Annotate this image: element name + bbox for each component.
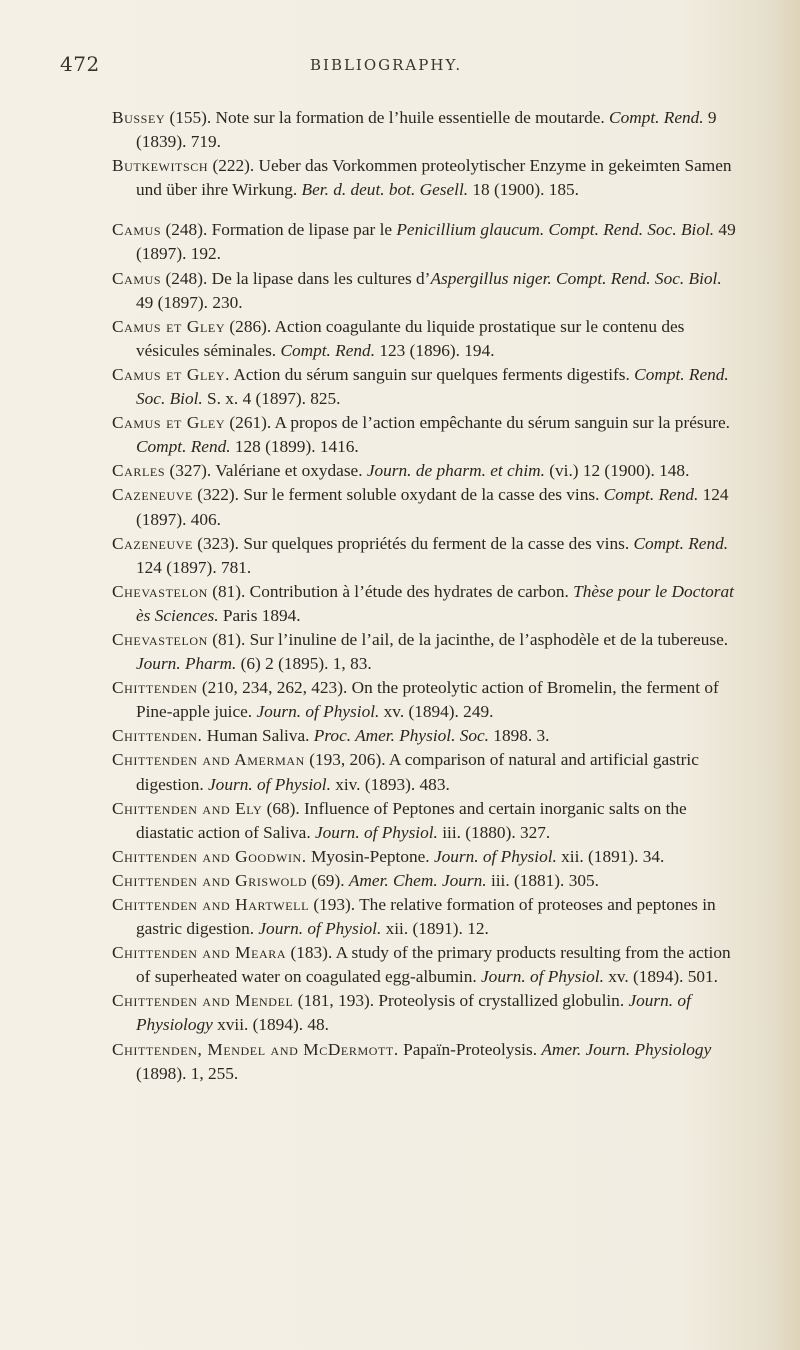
entry-text: Valériane et oxydase. — [211, 461, 367, 481]
entry-tail: (6) 2 (1895). 1, 83. — [236, 654, 372, 674]
entry-text: Ueber das Vorkommen proteolytischer Enzyme in gekeimten Samen und über ihre Wirkung. — [136, 156, 732, 200]
entry-journal: Compt. Rend. Soc. Biol. — [136, 364, 729, 409]
entry-text: The relative formation of proteoses and peptones in gastric digestion. — [136, 895, 716, 939]
page-header — [60, 52, 750, 82]
bibliography-entry — [112, 893, 742, 941]
entry-author: Chittenden — [112, 678, 198, 698]
entry-ref: (69). — [307, 870, 345, 890]
entry-tail: 128 (1899). 1416. — [230, 437, 359, 457]
entry-tail: xv. (1894). 501. — [603, 967, 718, 987]
entry-tail: Paris 1894. — [218, 605, 301, 625]
entry-text: Note sur la formation de l’huile essentielle de moutarde. — [211, 108, 610, 127]
entry-tail: S. x. 4 (1897). 825. — [202, 389, 341, 409]
entry-text: On the proteolytic action of Bromelin, the ferment of Pine-apple juice. — [136, 678, 719, 722]
bibliography-entry — [112, 797, 742, 845]
entry-journal: Penicillium glaucum. Compt. Rend. Soc. Biol. — [396, 220, 715, 240]
entry-journal: Journ. of Physiol. — [433, 846, 557, 866]
entry-ref: (193). — [309, 895, 356, 914]
entry-ref: (261). — [225, 413, 272, 433]
entry-journal: Journ. of Physiol. — [481, 967, 604, 987]
bibliography-entry — [112, 483, 742, 531]
entry-tail: 49 (1897). 192. — [136, 220, 736, 264]
entry-tail: xv. (1894). 249. — [379, 702, 494, 722]
bibliography-entry — [112, 532, 742, 580]
entry-ref: (81). — [207, 629, 246, 649]
entry-journal: Journ. of Physiology — [136, 991, 691, 1035]
bibliography-entry — [112, 676, 742, 724]
entry-tail: 9 (1839). 719. — [136, 108, 717, 152]
page-number: 472 — [60, 52, 100, 76]
entry-tail: 49 (1897). 230. — [136, 292, 243, 312]
entry-text: Human Saliva. — [202, 726, 314, 746]
entry-text: A propos de l’action empêchante du sérum sanguin sur la présure. — [271, 413, 730, 433]
entry-journal: Journ. of Physiol. — [256, 702, 380, 722]
entry-ref: (81). — [207, 581, 246, 601]
entry-tail: (1898). 1, 255. — [136, 1063, 239, 1083]
entry-ref: (323). — [192, 533, 239, 553]
entry-ref: (155). — [165, 108, 212, 127]
entry-journal: Journ. de pharm. et chim. — [366, 461, 545, 481]
entry-author: Camus — [112, 220, 162, 240]
entry-author: Camus — [112, 268, 162, 288]
entry-journal: Compt. Rend. — [136, 437, 231, 457]
entry-author: Butkewitsch — [112, 156, 209, 176]
entry-author: Chittenden and Goodwin. — [112, 846, 307, 866]
entry-author: Chittenden and Ely — [112, 798, 263, 818]
bibliography-entry — [112, 628, 742, 676]
entry-journal: Journ. of Physiol. — [208, 774, 331, 794]
entry-tail: xiv. (1893). 483. — [330, 774, 450, 794]
entry-text: Sur l’inuline de l’ail, de la jacinthe, de l’asphodèle et de la tubereuse. — [245, 629, 729, 649]
entry-journal: Journ. of Physiol. — [315, 822, 438, 842]
entry-tail: 123 (1896). 194. — [375, 340, 495, 360]
entry-author: Cazeneuve — [112, 533, 193, 553]
bibliography-entry — [112, 748, 742, 796]
entry-tail: 124 (1897). 406. — [136, 485, 729, 529]
entry-journal: Compt. Rend. — [633, 533, 729, 553]
entry-journal: Aspergillus niger. Compt. Rend. Soc. Biol. — [430, 268, 722, 288]
entry-author: Camus et Gley. — [112, 364, 231, 384]
bibliography-entry — [112, 845, 742, 869]
bibliography-entry — [112, 154, 742, 202]
entry-journal: Journ. of Physiol. — [258, 919, 382, 939]
entry-tail: xii. (1891). 12. — [381, 919, 489, 939]
bibliography-entry — [112, 1038, 742, 1086]
entry-ref: (210, 234, 262, 423). — [197, 678, 348, 698]
entry-author: Chittenden and Griswold — [112, 870, 308, 890]
entry-text: A study of the primary products resulting from the action of superheated water on coagulated egg-albumin. — [136, 943, 731, 987]
bibliography-entry — [112, 106, 742, 154]
entry-ref: (222). — [208, 156, 255, 176]
entry-tail: 1898. 3. — [488, 726, 550, 746]
entry-author: Camus et Gley — [112, 413, 226, 433]
entry-journal: Amer. Chem. Journ. — [348, 870, 487, 890]
entry-ref: (327). — [165, 461, 212, 481]
entry-journal: Compt. Rend. — [280, 340, 376, 360]
bibliography-entry — [112, 363, 742, 411]
entry-author: Carles — [112, 461, 166, 481]
entry-author: Chittenden and Amerman — [112, 750, 305, 770]
entry-text: Sur quelques propriétés du ferment de la casse des vins. — [239, 533, 634, 553]
entry-ref: (193, 206). — [304, 750, 386, 770]
bibliography-entry — [112, 989, 742, 1037]
entry-tail: xii. (1891). 34. — [556, 846, 665, 866]
entry-text: Influence of Peptones and certain inorganic salts on the diastatic action of Saliva. — [136, 798, 687, 842]
entry-text: Myosin-Peptone. — [306, 846, 434, 866]
entry-tail: (vi.) 12 (1900). 148. — [544, 461, 690, 481]
entry-text: Action du sérum sanguin sur quelques ferments digestifs. — [230, 364, 635, 384]
entry-text: A comparison of natural and artificial gastric digestion. — [136, 750, 699, 794]
entry-journal: Proc. Amer. Physiol. Soc. — [313, 726, 489, 746]
entry-ref: (181, 193). — [293, 991, 375, 1011]
entry-author: Camus et Gley — [112, 316, 226, 336]
bibliography-entry — [112, 267, 742, 315]
entry-author: Chittenden and Hartwell — [112, 895, 310, 914]
entry-journal: Compt. Rend. — [609, 108, 704, 127]
bibliography-entry — [112, 869, 742, 893]
entry-author: Chevastelon — [112, 581, 208, 601]
entry-ref: (248). — [161, 220, 208, 240]
entry-author: Chittenden. — [112, 726, 203, 746]
bibliography-entry — [112, 941, 742, 989]
bibliography-list — [112, 106, 742, 1086]
entry-text: Action coagulante du liquide prostatique sur le contenu des vésicules séminales. — [136, 316, 685, 360]
entry-text: De la lipase dans les cultures d’ — [207, 268, 431, 288]
entry-journal: Amer. Journ. Physiology — [541, 1039, 712, 1059]
entry-ref: (322). — [192, 485, 239, 505]
entry-tail: 124 (1897). 781. — [136, 557, 252, 577]
bibliography-entry — [112, 724, 742, 748]
entry-author: Bussey — [112, 108, 166, 127]
entry-author: Chittenden, Mendel and McDermott. — [112, 1039, 399, 1059]
running-title: BIBLIOGRAPHY. — [310, 56, 463, 74]
entry-text: Sur le ferment soluble oxydant de la casse des vins. — [239, 485, 604, 505]
entry-journal: Thèse pour le Doctorat ès Sciences. — [136, 581, 734, 625]
entry-author: Cazeneuve — [112, 485, 193, 505]
entry-journal: Ber. d. deut. bot. Gesell. — [301, 180, 469, 200]
entry-author: Chittenden and Mendel — [112, 991, 294, 1011]
entry-ref: (286). — [225, 316, 272, 336]
entry-text: Contribution à l’étude des hydrates de carbon. — [245, 581, 574, 601]
bibliography-entry — [112, 315, 742, 363]
bibliography-entry — [112, 411, 742, 459]
entry-author: Chevastelon — [112, 629, 208, 649]
entry-journal: Journ. Pharm. — [136, 654, 237, 674]
entry-tail: xvii. (1894). 48. — [212, 1015, 329, 1035]
bibliography-entry — [112, 459, 742, 483]
bibliography-entry — [112, 218, 742, 266]
entry-text: Formation de lipase par le — [207, 220, 397, 240]
entry-ref: (68). — [262, 798, 300, 818]
entry-journal: Compt. Rend. — [603, 485, 699, 505]
entry-tail: iii. (1880). 327. — [437, 822, 551, 842]
entry-text: Proteolysis of crystallized globulin. — [374, 991, 629, 1011]
entry-author: Chittenden and Meara — [112, 943, 287, 963]
entry-tail: 18 (1900). 185. — [468, 180, 579, 200]
entry-ref: (248). — [161, 268, 208, 288]
entry-text: Papaïn-Proteolysis. — [398, 1039, 542, 1059]
entry-ref: (183). — [286, 943, 333, 963]
bibliography-entry — [112, 580, 742, 628]
entry-tail: iii. (1881). 305. — [486, 870, 599, 890]
